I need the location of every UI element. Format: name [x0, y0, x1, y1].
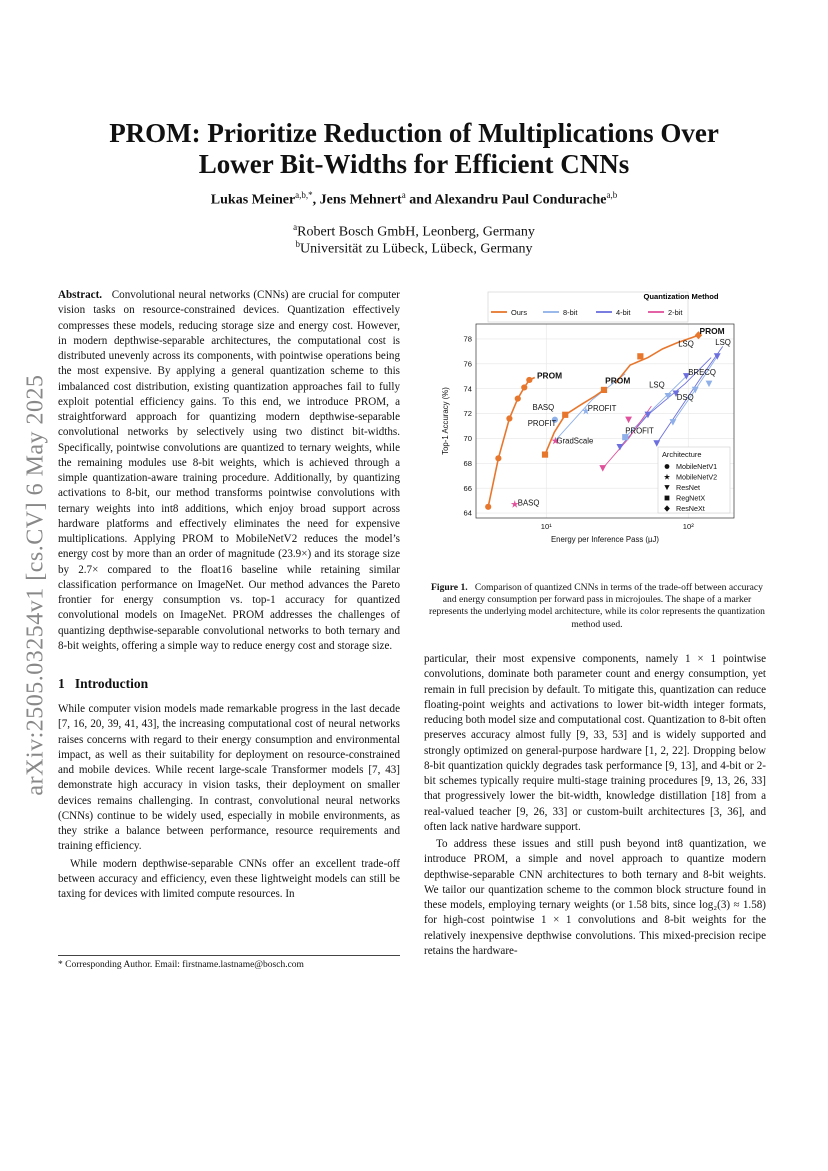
- chart-annotation: PROM: [605, 375, 631, 386]
- chart-annotation: BASQ: [532, 402, 555, 412]
- chart-annotation: LSQ: [715, 338, 731, 348]
- y-axis-label: Top-1 Accuracy (%): [441, 387, 450, 455]
- chart-annotation: PROM: [536, 370, 563, 381]
- data-point-triangle: [616, 444, 623, 451]
- data-point-circle: [515, 396, 521, 402]
- data-point-circle: [495, 455, 501, 461]
- data-point-square: [665, 496, 670, 501]
- right-paragraph-2: To address these issues and still push beyond int8 quantization, we introduce PROM, a simple and novel approach to quantize modern depthwise-separable CNN architectures to both ternary and 8-bit weights. We tailor our quantization scheme to the common block structure found in these models, employing ternary weights (or 1.58 bits, since log₂(3) ≈ 1.58) for high-cost pointwise 1 × 1 convolutions and 8-bit weights for the relatively inexpensive depthwise convolutions. This mixed-precision recipe retains the hardware-: [424, 838, 766, 957]
- data-point-circle: [521, 384, 527, 390]
- chart-annotation: PROFIT: [527, 418, 557, 428]
- caption-label: Figure 1.: [431, 582, 468, 593]
- section-title: Introduction: [74, 676, 149, 691]
- y-tick-label: 74: [463, 384, 472, 394]
- y-tick-label: 68: [463, 458, 472, 468]
- author-name: Alexandru Paul Condurache: [434, 192, 607, 208]
- arxiv-sidebar-stamp: [14, 340, 58, 830]
- data-point-triangle: [599, 465, 606, 472]
- abstract-text: Convolutional neural networks (CNNs) are crucial for computer vision tasks on resource-constrained devices. Quantization effectively compresses these models, reducing storage size and energy cost. However, in modern depthwise-separable architectures, the computational cost is distributed unevenly across its components, with pointwise operations being the most expensive. By applying a general quantization scheme to this imbalanced cost distribution, existing quantization approaches fail to fully exploit potential efficiency gains. To this end, we introduce PROM, a straightforward approach for quantizing modern depthwise-separable convolutional networks by selectively using two distinct bit-widths. Specifically, pointwise convolutions are quantized to ternary weights, while the remaining modules use 8-bit weights, which is achieved through a simple quantization-aware training procedure. Additionally, by quantizing activations to 8-bit, our method transforms pointwise convolutions with ternary weights into int8 additions, which enjoy broad support across hardware platforms and effectively eliminates the need for expensive multiplications. Applying PROM to MobileNetV2 reduces the model’s energy cost by more than an order of magnitude (23.9×) and its storage size by 2.7× compared to the float16 baseline while retaining similar classification performance on ImageNet. Our method advances the Pareto frontier for energy consumption vs. top-1 accuracy for quantized convolutional models on ImageNet. PROM addresses the challenges of quantizing depthwise-separable convolutional networks to both ternary and 8-bit weights, offering a simple way to reduce energy cost and storage size.: [58, 289, 400, 652]
- data-point-square: [637, 353, 643, 359]
- affil-text: Robert Bosch GmbH, Leonberg, Germany: [297, 224, 535, 240]
- title-line-1: PROM: Prioritize Reduction of Multiplications Over: [109, 118, 719, 148]
- x-tick-label: 10¹: [540, 522, 552, 531]
- left-column: [58, 288, 400, 902]
- data-point-circle: [485, 504, 491, 510]
- author-affil-mark: a,b,*: [295, 190, 313, 200]
- y-tick-label: 72: [463, 409, 472, 419]
- section-number: 1: [58, 676, 65, 691]
- intro-paragraph-1: While computer vision models made remarkable progress in the last decade [7, 16, 20, 39, 41, 43], the increasing computational cost of neural networks raises concerns with regard to their energy consumption and environmental impact, as well as their suitability for deployment on resource-constrained and mobile devices. While recent large-scale Transformer models [7, 43] demonstrate high accuracy in vision tasks, their deployment on smaller devices remains challenging. In contrast, convolutional neural networks (CNNs) continue to be widely used, especially in mobile environments, as they strike a balance between performance, resource requirements and training efficiency.: [58, 703, 400, 853]
- architecture-legend-entry: ResNet: [676, 483, 700, 492]
- legend-entry: 8-bit: [563, 308, 578, 317]
- chart-annotation: BASQ: [517, 498, 540, 508]
- affil-mark: b: [295, 239, 300, 249]
- chart-annotation: GradScale: [556, 436, 594, 446]
- chart-annotation: PROM: [699, 325, 725, 336]
- architecture-legend-entry: RegNetX: [676, 493, 706, 503]
- intro-paragraph-2: While modern depthwise-separable CNNs offer an excellent trade-off between accuracy and efficiency, even these lightweight models can still be taxing for devices with limited compute resources. In: [58, 857, 400, 900]
- author-name: Jens Mehnert: [319, 192, 402, 208]
- y-tick-label: 76: [463, 359, 472, 369]
- data-point-square: [562, 412, 568, 418]
- y-tick-label: 70: [463, 434, 472, 444]
- right-column: [424, 652, 766, 959]
- architecture-legend-title: Architecture: [662, 450, 702, 459]
- chart-annotation: PROFIT: [587, 404, 617, 414]
- data-point-triangle: [706, 381, 713, 388]
- affil-text: Universität zu Lübeck, Lübeck, Germany: [300, 241, 533, 257]
- author-affil-mark: a,b: [606, 190, 618, 200]
- chart-annotation: LSQ: [649, 380, 665, 390]
- chart-annotation: LSQ: [678, 339, 694, 349]
- legend-entry: 2-bit: [668, 308, 683, 317]
- abstract-label: Abstract.: [58, 289, 103, 301]
- architecture-legend-entry: MobileNetV2: [676, 472, 718, 482]
- y-tick-label: 78: [463, 334, 472, 344]
- chart-annotation: BRECQ: [688, 367, 716, 377]
- chart-annotation: DSQ: [676, 392, 694, 402]
- data-point-square: [601, 387, 607, 393]
- figure-caption: [428, 582, 766, 631]
- architecture-legend-entry: MobileNetV1: [676, 462, 718, 471]
- data-point-circle: [526, 377, 532, 383]
- right-paragraph-1: particular, their most expensive components, namely 1 × 1 pointwise convolutions, dominate both parameter count and energy consumption, yet remain in full precision by default. To mitigate this, quantization can reduce floating-point weights and activations to lower bit-width integer formats, reducing both model size and computational cost. Quantization to 8-bit often preserves accuracy almost fully [9, 33, 53] and is widely supported and strongly optimized on general-purpose hardware [1, 2, 22]. Dropping below 8-bit quantization quickly degrades task performance [9, 13], and 4-bit or 2-bit schemes typically require multi-stage training procedures [9, 13, 26, 33] that progressively lower the bit-width, knowledge distillation [18] from a real-valued teacher [9, 26, 33] or custom-built architectures [3, 36], and often lack native hardware support.: [424, 653, 766, 833]
- author-affil-mark: a: [401, 190, 406, 200]
- y-tick-label: 66: [463, 483, 472, 493]
- chart-annotation: PROFIT: [625, 426, 654, 436]
- caption-text: Comparison of quantized CNNs in terms of the trade-off between accuracy and energy consumption per forward pass in microjoules. The shape of a marker represents the underlying model architecture, while its color represents the quantization method used.: [429, 582, 765, 630]
- data-point-triangle: [714, 353, 721, 360]
- abstract: [58, 288, 400, 654]
- author-separator: ,: [312, 192, 320, 208]
- legend-entry: Ours: [511, 308, 528, 317]
- title-line-2: Lower Bit-Widths for Efficient CNNs: [198, 149, 630, 179]
- section-heading: [58, 676, 400, 692]
- affiliation-2: [60, 239, 768, 258]
- data-point-triangle: [653, 440, 660, 447]
- author-name: Lukas Meiner: [210, 192, 296, 208]
- footnote: * Corresponding Author. Email: firstname.lastname@bosch.com: [58, 955, 400, 970]
- ours-series-line: [488, 377, 535, 506]
- data-point-square: [542, 451, 548, 457]
- affiliation-1: [60, 222, 768, 241]
- architecture-legend-entry: ResNeXt: [676, 504, 705, 513]
- data-point-circle: [506, 415, 512, 421]
- paper-title: [60, 118, 768, 180]
- data-point-circle: [665, 464, 670, 469]
- affil-mark: a: [293, 222, 298, 232]
- author-separator: and: [405, 192, 435, 208]
- arxiv-id: arXiv:2505.03254v1 [cs.CV] 6 May 2025: [22, 374, 49, 796]
- data-point-triangle: [625, 417, 632, 424]
- author-list: [60, 190, 768, 209]
- figure-1-chart: [436, 290, 752, 550]
- y-tick-label: 64: [463, 508, 472, 518]
- x-axis-label: Energy per Inference Pass (µJ): [550, 535, 660, 544]
- x-tick-label: 10²: [682, 522, 694, 531]
- legend-title: Quantization Method: [643, 292, 719, 301]
- legend-entry: 4-bit: [616, 308, 631, 317]
